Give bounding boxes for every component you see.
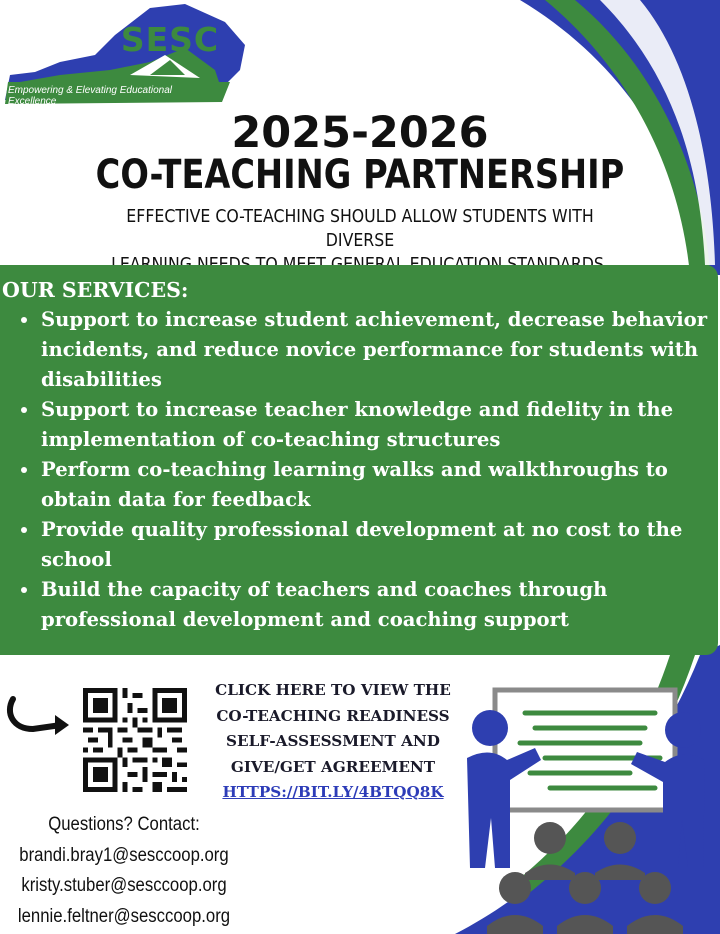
- contact-email[interactable]: kristy.stuber@sesccoop.org: [21, 875, 227, 896]
- cta-line: SELF-ASSESSMENT AND: [226, 732, 440, 750]
- cta-line: CO-TEACHING READINESS: [216, 706, 450, 725]
- service-item: • Perform co-teaching learning walks and walkthroughs to obtain data for feedback: [40, 455, 710, 515]
- page-title: CO-TEACHING PARTNERSHIP: [95, 152, 625, 198]
- services-heading: OUR SERVICES:: [2, 278, 189, 302]
- logo-tagline: Empowering & Elevating Educational Excellence: [8, 85, 172, 107]
- assessment-link[interactable]: HTTPS://BIT.LY/4BTQQ8K: [222, 783, 444, 801]
- services-list: [20, 305, 710, 635]
- subtitle-line: EFFECTIVE CO-TEACHING SHOULD ALLOW STUDENTS WITH DIVERSE: [126, 207, 594, 251]
- contact-email[interactable]: brandi.bray1@sesccoop.org: [19, 844, 229, 866]
- logo-brand-text: SESC: [120, 20, 220, 59]
- sesc-logo: [0, 0, 250, 115]
- presentation-audience-icon: [455, 668, 720, 934]
- service-item: • Support to increase student achievement, decrease behavior incidents, and reduce novice performance for students with disabilities: [40, 305, 710, 395]
- school-year: 2025-2026: [231, 108, 489, 158]
- cta-line: CLICK HERE TO VIEW THE: [215, 681, 451, 699]
- cta-block: [204, 678, 462, 806]
- qr-code-icon[interactable]: [83, 688, 187, 792]
- curved-arrow-icon: [3, 685, 75, 737]
- cta-line: GIVE/GET AGREEMENT: [230, 757, 436, 776]
- contact-email[interactable]: lennie.feltner@sesccoop.org: [17, 905, 231, 927]
- contact-heading: Questions? Contact:: [48, 814, 200, 835]
- service-item: • Provide quality professional development at no cost to the school: [40, 515, 710, 575]
- contact-block: [15, 810, 233, 932]
- service-item: • Support to increase teacher knowledge and fidelity in the implementation of co-teaching structures: [40, 395, 710, 455]
- services-panel: [0, 265, 718, 655]
- service-item: • Build the capacity of teachers and coaches through professional development and coaching support: [40, 575, 710, 635]
